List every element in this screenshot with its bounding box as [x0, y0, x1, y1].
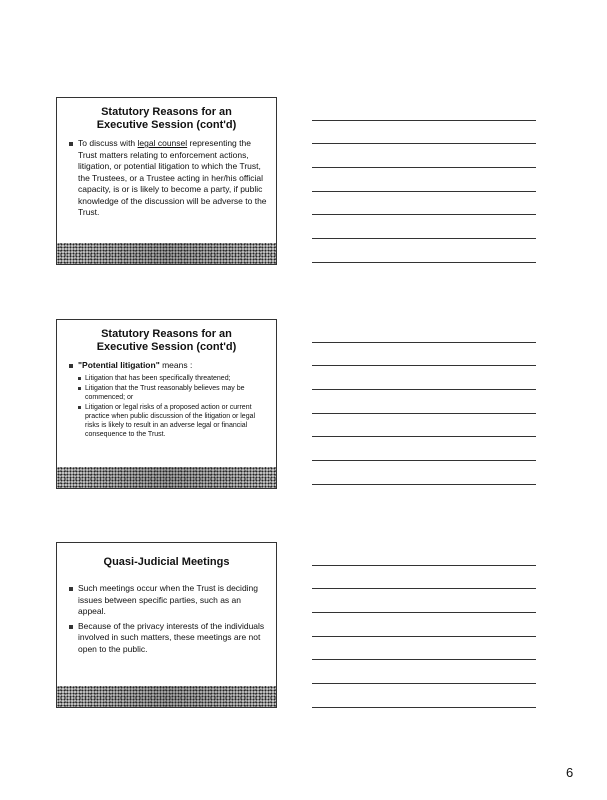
note-line [312, 366, 536, 390]
note-line [312, 684, 536, 708]
slide-2-title-line2: Executive Session (cont'd) [96, 341, 237, 353]
note-line [312, 343, 536, 367]
note-line [312, 192, 536, 216]
slide-3-bullet-1: Such meetings occur when the Trust is deciding issues between specific parties, such as an appeal. [69, 583, 268, 618]
bullet-text-rest: means : [159, 360, 193, 370]
slide-1 [56, 97, 277, 265]
slide-3 [56, 542, 277, 708]
note-line [312, 613, 536, 637]
slide-1-bullet-1 [69, 138, 268, 219]
note-line [312, 660, 536, 684]
slide-3-bullets [57, 583, 276, 655]
note-line [312, 121, 536, 145]
slide-1-title [65, 106, 268, 132]
slide-2-sub-list [78, 374, 268, 439]
note-line [312, 97, 536, 121]
slide-2 [56, 319, 277, 489]
note-line [312, 437, 536, 461]
slide-3-title: Quasi-Judicial Meetings [103, 556, 230, 568]
note-lines-1 [312, 97, 536, 263]
slide-2-texture-band [57, 467, 276, 488]
slide-1-texture-band [57, 243, 276, 264]
note-line [312, 589, 536, 613]
slide-3-bullet-2: Because of the privacy interests of the individuals involved in such matters, these meetings are not open to the public. [69, 621, 268, 656]
slide-3-texture-band [57, 686, 276, 707]
note-line [312, 239, 536, 263]
page-number: 6 [566, 765, 574, 780]
slide-1-title-line2: Executive Session (cont'd) [96, 119, 237, 131]
slide-2-title [65, 328, 268, 354]
note-line [312, 168, 536, 192]
slide-1-bullets [57, 138, 276, 219]
bullet-text-post: representing the Trust matters relating to enforcement actions, litigation, or potential litigation to which the Trust, the Trustees, or a Trustee acting in her/his official capacity, is or is likely to become a party, if public knowledge of the discussion will be adverse to the Trust. [78, 138, 267, 217]
potential-litigation-term: "Potential litigation" [78, 360, 160, 370]
slide-2-bullets [57, 360, 276, 439]
slide-2-title-line1: Statutory Reasons for an [101, 328, 232, 340]
note-line [312, 144, 536, 168]
note-line [312, 319, 536, 343]
sub-item: Litigation that has been specifically threatened; [78, 374, 268, 383]
note-line [312, 390, 536, 414]
note-line [312, 637, 536, 661]
note-line [312, 414, 536, 438]
sub-item: Litigation that the Trust reasonably believes may be commenced; or [78, 384, 268, 402]
note-line [312, 566, 536, 590]
note-line [312, 461, 536, 485]
note-line [312, 542, 536, 566]
note-lines-2 [312, 319, 536, 485]
sub-item: Litigation or legal risks of a proposed action or current practice when public discussion of the litigation or legal risks is likely to result in an adverse legal or financial consequence to the Trust. [78, 403, 268, 439]
legal-counsel-underlined: legal counsel [137, 138, 188, 148]
bullet-text-pre: To discuss with [78, 138, 138, 148]
slide-1-title-line1: Statutory Reasons for an [101, 106, 232, 118]
slide-2-bullet-1 [69, 360, 268, 439]
note-lines-3 [312, 542, 536, 708]
note-line [312, 215, 536, 239]
